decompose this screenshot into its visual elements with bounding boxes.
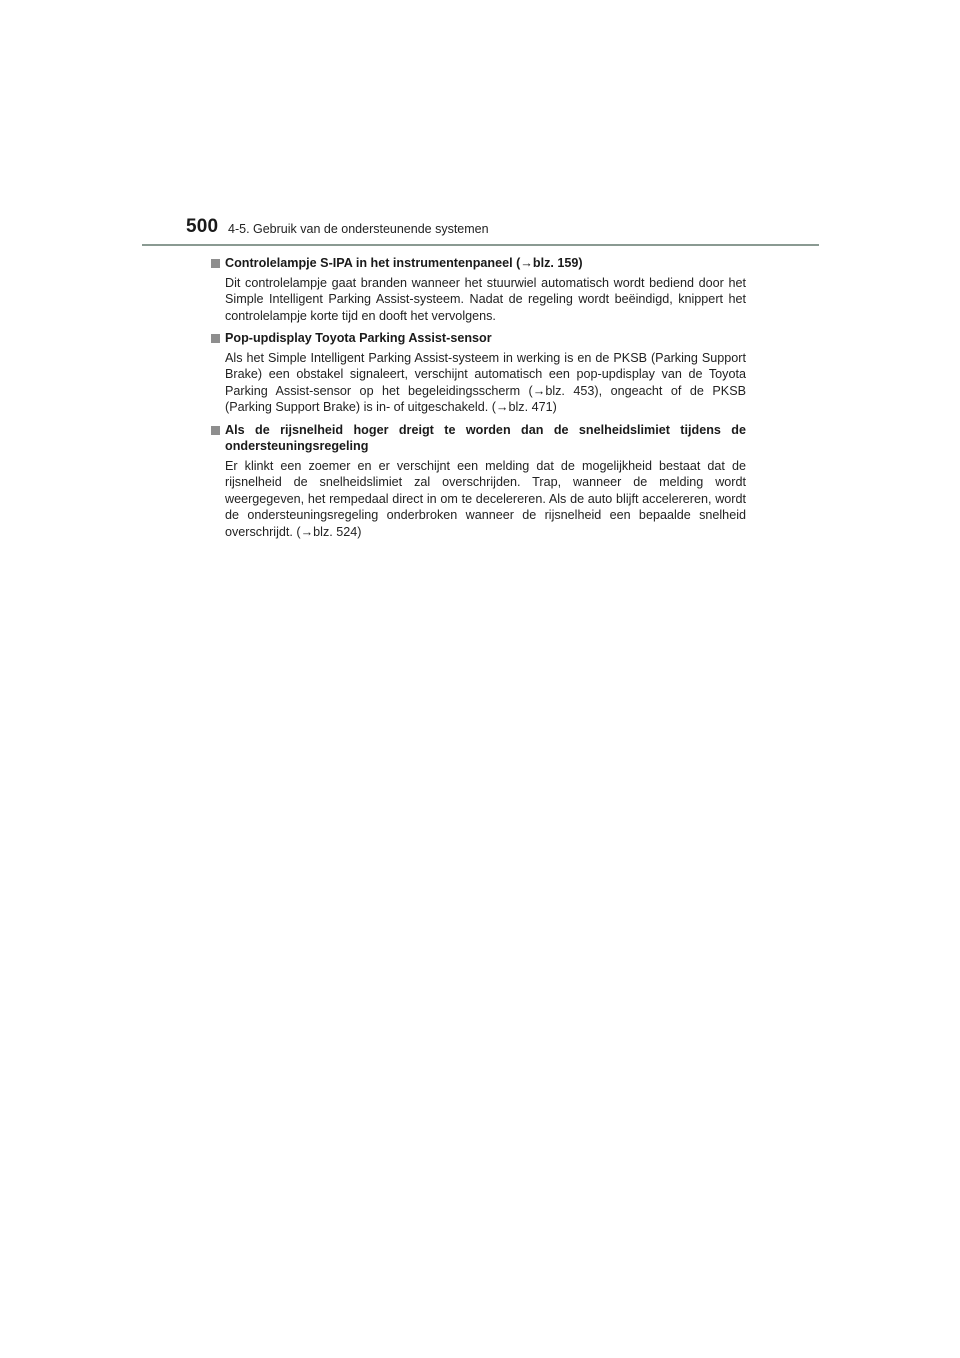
- section-title: 4-5. Gebruik van de ondersteunende systemen: [228, 222, 489, 236]
- item-heading: [211, 330, 746, 347]
- item-heading-text: Controlelampje S-IPA in het instrumentenpaneel (→blz. 159): [225, 256, 583, 270]
- item-heading: [211, 422, 746, 455]
- item-body: Er klinkt een zoemer en er verschijnt een melding dat de mogelijkheid bestaat dat de rijsnelheid de snelheidslimiet zal overschrijden. Trap, wanneer de melding wordt weergegeven, het rempedaal direct in om te decelereren. Als de auto blijft accelereren, wordt de ondersteuningsregeling onderbroken wanneer de rijsnelheid een bepaalde snelheid overschrijdt. (→blz. 524): [225, 458, 746, 539]
- list-item: [211, 422, 746, 541]
- square-bullet-icon: [211, 334, 220, 343]
- item-heading-text: Pop-updisplay Toyota Parking Assist-sensor: [225, 331, 492, 345]
- item-body: Als het Simple Intelligent Parking Assist-systeem in werking is en de PKSB (Parking Support Brake) een obstakel signaleert, verschijnt automatisch een pop-updisplay van de Toyota Parking Assist-sensor op het begeleidingsscherm (→blz. 453), ongeacht of de PKSB (Parking Support Brake) is in- of uitgeschakeld. (→blz. 471): [225, 350, 746, 414]
- square-bullet-icon: [211, 259, 220, 268]
- list-item: [211, 330, 746, 416]
- item-body: Dit controlelampje gaat branden wanneer het stuurwiel automatisch wordt bediend door het Simple Intelligent Parking Assist-systeem. Nadat de regeling wordt beëindigd, knippert het controlelampje korte tijd en dooft het vervolgens.: [225, 275, 746, 323]
- header-divider: [142, 244, 819, 246]
- square-bullet-icon: [211, 426, 220, 435]
- page-content: [211, 255, 746, 546]
- item-heading-text: Als de rijsnelheid hoger dreigt te worden dan de snelheidslimiet tijdens de ondersteuningsregeling: [225, 422, 746, 453]
- item-heading: [211, 255, 746, 272]
- list-item: [211, 255, 746, 324]
- page-number: 500: [186, 216, 219, 237]
